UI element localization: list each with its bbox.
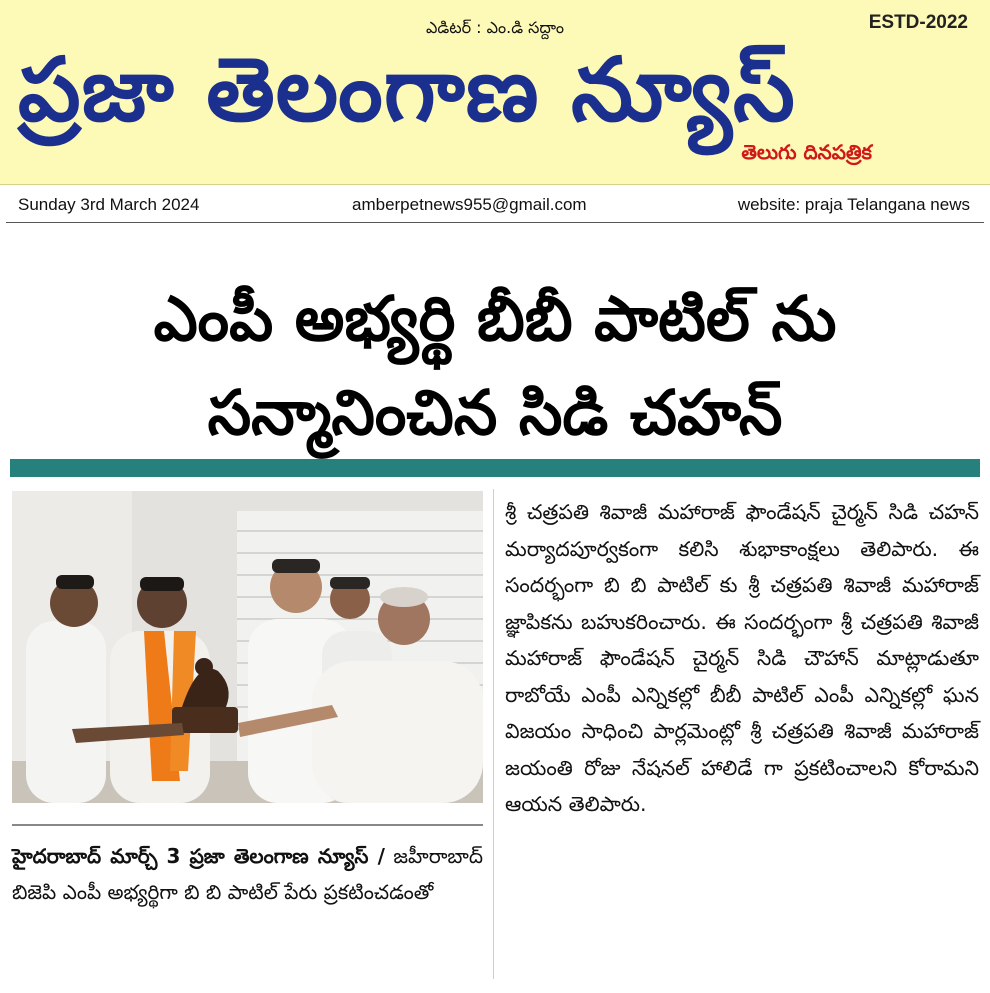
news-photo bbox=[12, 491, 483, 803]
issue-date: Sunday 3rd March 2024 bbox=[18, 195, 200, 214]
website-label: website: praja Telangana news bbox=[737, 195, 970, 214]
article-dateline: హైదరాబాద్ మార్చ్ 3 ప్రజా తెలంగాణ న్యూస్ / bbox=[12, 844, 385, 868]
headline-divider-bar bbox=[10, 459, 980, 477]
headline bbox=[0, 272, 990, 460]
established-year: ESTD-2022 bbox=[868, 12, 968, 33]
newspaper-title: ప్రజా తెలంగాణ న్యూస్ bbox=[18, 38, 796, 141]
photo-illustration bbox=[12, 491, 483, 803]
column-rule bbox=[493, 489, 494, 979]
editor-line: ఎడిటర్ : ఎం.డి సద్దాం bbox=[426, 18, 564, 37]
headline-line-2: సన్మానించిన సిడి చహన్ bbox=[207, 376, 783, 449]
masthead bbox=[0, 0, 990, 185]
headline-line-1: ఎంపీ అభ్యర్థి బీబీ పాటిల్ ను bbox=[153, 282, 837, 355]
article-body: శ్రీ చత్రపతి శివాజీ మహారాజ్ ఫౌండేషన్ చైర్మన్ సిడి చహన్ మర్యాదపూర్వకంగా కలిసి శుభాకాంక్షలు తెలిపారు. ఈ సందర్భంగా బి బి పాటిల్ కు శ్రీ చత్రపతి శివాజీ మహారాజ్ జ్ఞాపికను బహుకరించారు. ఈ సందర్భంగా శ్రీ చత్రపతి శివాజీ మహారాజ్ ఫౌండేషన్ చైర్మన్ సిడి చౌహాన్ మాట్లాడుతూ రాబోయే ఎంపీ ఎన్నికల్లో బీబీ పాటిల్ ఎంపీ ఎన్నికల్లో ఘన విజయం సాధించి పార్లమెంట్లో శ్రీ చత్రపతి శివాజీ మహారాజ్ జయంతి రోజు నేషనల్ హాలిడే గా ప్రకటించాలని కోరామని ఆయన తెలిపారు. bbox=[505, 500, 979, 816]
newspaper-tagline: తెలుగు దినపత్రిక bbox=[741, 140, 872, 164]
article-lead bbox=[12, 838, 483, 910]
contact-email: amberpetnews955@gmail.com bbox=[352, 195, 587, 214]
article-lead-text: జహీరాబాద్ బిజెపి ఎంపీ అభ్యర్థిగా బి బి పాటిల్ పేరు ప్రకటించడంతో bbox=[12, 844, 483, 904]
photo-caption-divider bbox=[12, 824, 483, 826]
info-bar bbox=[6, 186, 984, 223]
